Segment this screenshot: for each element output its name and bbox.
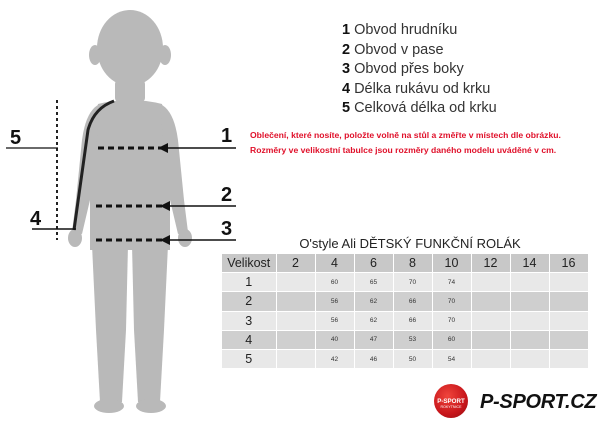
legend-label: Obvod přes boky: [354, 61, 464, 77]
row-label: 1: [222, 273, 276, 292]
header-cell: Velikost: [222, 254, 276, 273]
table-row: [222, 311, 588, 330]
legend-item: [342, 21, 497, 41]
table-cell: [276, 311, 315, 330]
marker-2: 2: [221, 184, 233, 206]
table-header-row: [222, 254, 588, 273]
legend-label: Obvod v pase: [354, 41, 444, 58]
table-cell: [510, 292, 549, 311]
units-note: Rozměry ve velikostní tabulce jsou rozměry daného modelu uváděné v cm.: [250, 145, 557, 155]
table-cell: [276, 330, 315, 349]
table-cell: [510, 311, 549, 330]
table-cell: 40: [315, 330, 354, 349]
header-cell: 2: [276, 254, 315, 273]
header-cell: 4: [315, 254, 354, 273]
table-cell: [549, 330, 588, 349]
table-cell: 70: [393, 273, 432, 292]
table-cell: [549, 349, 588, 368]
child-silhouette: [68, 10, 192, 413]
marker-4: 4: [30, 208, 42, 230]
legend-item: [342, 41, 497, 61]
table-cell: [471, 292, 510, 311]
header-cell: 6: [354, 254, 393, 273]
header-cell: 16: [549, 254, 588, 273]
header-cell: 14: [510, 254, 549, 273]
table-cell: [276, 292, 315, 311]
table-cell: 66: [393, 292, 432, 311]
legend-item: [342, 80, 497, 100]
table-row: [222, 273, 588, 292]
legend-label: Obvod hrudníku: [354, 22, 458, 38]
table-title: O'style Ali DĚTSKÝ FUNKČNÍ ROLÁK: [299, 236, 521, 251]
legend-item: [342, 99, 497, 119]
table-cell: 60: [432, 330, 471, 349]
table-cell: 62: [354, 311, 393, 330]
table-row: [222, 330, 588, 349]
legend-item: [342, 60, 497, 80]
table-cell: 47: [354, 330, 393, 349]
size-table: [222, 254, 589, 369]
table-row: [222, 292, 588, 311]
table-cell: 53: [393, 330, 432, 349]
table-cell: 60: [315, 273, 354, 292]
legend-num: 3: [342, 61, 351, 77]
table-cell: 62: [354, 292, 393, 311]
brand-name: P-SPORT.CZ: [480, 391, 597, 413]
table-cell: [471, 273, 510, 292]
legend-num: 1: [342, 22, 351, 38]
header-cell: 12: [471, 254, 510, 273]
table-cell: [510, 330, 549, 349]
table-cell: 74: [432, 273, 471, 292]
table-cell: [471, 311, 510, 330]
header-cell: 10: [432, 254, 471, 273]
table-cell: 70: [432, 292, 471, 311]
marker-5: 5: [10, 127, 22, 149]
table-cell: [510, 273, 549, 292]
legend-num: 5: [342, 100, 351, 116]
table-cell: 66: [393, 311, 432, 330]
table-cell: [510, 349, 549, 368]
table-cell: [549, 292, 588, 311]
logo-badge: [434, 384, 468, 418]
measure-instruction: Oblečení, které nosíte, položte volně na stůl a změřte v místech dle obrázku.: [250, 130, 561, 140]
row-label: 3: [222, 311, 276, 330]
table-cell: 65: [354, 273, 393, 292]
logo-line1: P-SPORT: [437, 398, 465, 405]
row-label: 5: [222, 349, 276, 368]
table-cell: 56: [315, 292, 354, 311]
table-cell: 46: [354, 349, 393, 368]
table-cell: [276, 349, 315, 368]
legend-num: 2: [342, 41, 351, 58]
table-cell: 70: [432, 311, 471, 330]
legend-num: 4: [342, 80, 351, 97]
table-cell: 56: [315, 311, 354, 330]
marker-1: 1: [221, 125, 233, 147]
measurement-legend: [342, 21, 497, 119]
legend-label: Celková délka od krku: [354, 100, 497, 116]
logo-line2: ROKYTNICE: [440, 405, 462, 409]
table-cell: 42: [315, 349, 354, 368]
marker-3: 3: [221, 218, 233, 240]
brand-logo: [428, 382, 598, 422]
row-label: 4: [222, 330, 276, 349]
table-cell: [549, 273, 588, 292]
table-cell: 50: [393, 349, 432, 368]
table-cell: [549, 311, 588, 330]
table-cell: [471, 330, 510, 349]
legend-label: Délka rukávu od krku: [354, 80, 491, 97]
row-label: 2: [222, 292, 276, 311]
table-cell: 54: [432, 349, 471, 368]
table-row: [222, 349, 588, 368]
table-cell: [471, 349, 510, 368]
table-cell: [276, 273, 315, 292]
header-cell: 8: [393, 254, 432, 273]
